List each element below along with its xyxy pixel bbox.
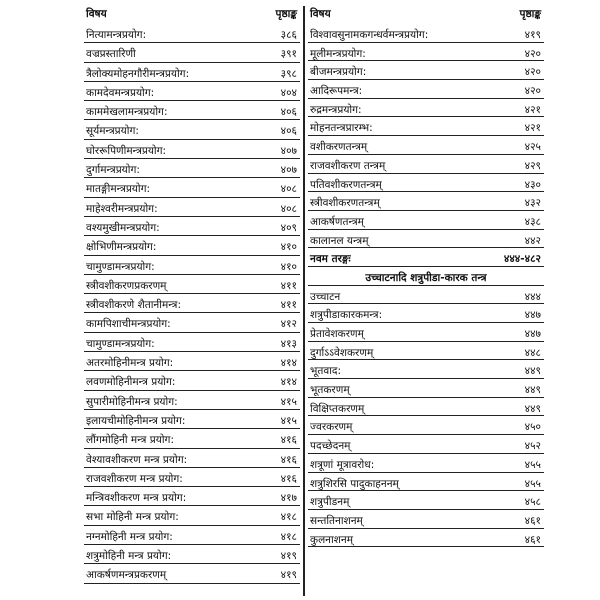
entry-underline <box>84 486 300 487</box>
entry-underline <box>308 266 544 267</box>
toc-entry <box>308 362 544 381</box>
entry-page: ४१५ <box>280 414 297 427</box>
toc-entry <box>84 180 300 199</box>
toc-entry <box>308 325 544 344</box>
entry-page: ४४९ <box>524 365 541 378</box>
entry-underline <box>308 98 544 99</box>
toc-entry <box>308 63 544 82</box>
entry-title: स्त्रीवशीकरणप्रकरणम् <box>86 279 167 292</box>
entry-title: मूलीमन्त्रप्रयोग: <box>310 47 366 60</box>
entry-underline <box>84 370 300 371</box>
entry-page: ४१६ <box>280 472 297 485</box>
entry-title: पदच्छेदनम् <box>310 440 351 453</box>
entry-title: विश्वावसुनामकगन्धर्वमन्त्रप्रयोग: <box>310 29 429 41</box>
entry-page: ४४७ <box>524 328 541 340</box>
entry-page: ४१५ <box>280 395 297 408</box>
toc-entry <box>84 161 300 180</box>
entry-page: ४२१ <box>524 122 541 135</box>
entry-page: ४४२ <box>524 234 541 247</box>
entry-page: ४४९ <box>524 384 541 397</box>
entry-underline <box>308 453 544 454</box>
entry-title: सूर्यमन्त्रप्रयोग: <box>86 125 139 138</box>
toc-entry <box>84 200 300 219</box>
entry-underline <box>308 247 544 248</box>
toc-entry <box>84 122 300 141</box>
toc-entry <box>84 451 300 470</box>
entry-underline <box>84 62 300 63</box>
toc-entry <box>308 512 544 531</box>
entry-title: काममेखलामन्त्रप्रयोग: <box>86 106 168 119</box>
entry-title: मन्त्रिवशीकरण मन्त्र प्रयोग: <box>86 492 187 505</box>
entry-title: सभा मोहिनी मन्त्र प्रयोग: <box>86 511 179 524</box>
entry-title: बीजमन्त्रप्रयोग: <box>310 66 367 79</box>
entry-page: ४१० <box>280 241 297 254</box>
entry-page: ४५५ <box>524 458 541 471</box>
entry-title: शत्रुशिरसि पादुकाहननम् <box>310 477 399 490</box>
entry-page: ४३२ <box>524 197 541 210</box>
entry-title: इलायचीमोहिनीमन्त्र प्रयोग: <box>86 414 186 427</box>
right-column <box>308 6 544 549</box>
toc-entry <box>308 194 544 213</box>
toc-entry <box>84 238 300 257</box>
subject-header: विषय <box>310 8 331 20</box>
entry-page: ४१९ <box>280 569 297 582</box>
entry-underline <box>84 100 300 101</box>
entry-page: ४०८ <box>280 183 297 196</box>
entry-page: ४१० <box>280 260 297 273</box>
entry-page: ४०७ <box>280 144 297 157</box>
toc-entry <box>308 269 544 288</box>
entry-underline <box>308 229 544 230</box>
entry-page: ४१८ <box>280 530 297 543</box>
entry-title: शत्रूणां मूत्रावरोध: <box>310 458 375 471</box>
entry-underline <box>84 119 300 120</box>
page-header: पृष्ठाङ्क <box>275 8 297 20</box>
toc-entry <box>84 296 300 315</box>
entry-title: रुद्रमन्त्रप्रयोग: <box>310 103 362 116</box>
entry-title: नवम तरङ्गः <box>310 253 351 266</box>
entry-title: वज्रप्रस्तारिणी <box>86 48 136 61</box>
entry-underline <box>84 81 300 82</box>
toc-entry <box>308 250 544 269</box>
toc-entry <box>84 277 300 296</box>
entry-title: घोररूपिणीमन्त्रप्रयोग: <box>86 144 167 157</box>
entry-page: ४१३ <box>280 337 297 350</box>
entry-title: स्त्रीवशीकरणे शैतानीमन्त्र: <box>86 299 182 312</box>
toc-entry <box>308 232 544 251</box>
entry-title: भूतवाद: <box>310 365 342 378</box>
entry-page: ४४४ <box>524 290 541 303</box>
entry-title: कालानल यन्त्रम् <box>310 234 369 247</box>
toc-entry <box>308 101 544 120</box>
entry-page: ४२५ <box>524 141 541 154</box>
column-header <box>308 6 544 26</box>
entry-page: ३८६ <box>280 29 297 41</box>
entry-title: कामदेवमन्त्रप्रयोग: <box>86 86 155 99</box>
toc-entry <box>308 493 544 512</box>
entry-title: शत्रुपीडनम् <box>310 496 350 509</box>
entry-underline <box>84 467 300 468</box>
entry-underline <box>84 158 300 159</box>
toc-entry <box>84 26 300 45</box>
page-header: पृष्ठाङ्क <box>519 8 541 20</box>
entry-underline <box>84 332 300 333</box>
entry-title: मोहनतन्त्रप्रारम्भ: <box>310 122 373 135</box>
entry-page: ४०४ <box>280 86 297 99</box>
toc-entry <box>84 219 300 238</box>
entry-title: आकर्षणतन्त्रम् <box>310 215 364 228</box>
entry-page: ४२१ <box>524 103 541 116</box>
entry-title: चामुण्डामन्त्रप्रयोग: <box>86 337 155 350</box>
entry-page: ४२० <box>524 66 541 79</box>
toc-entry <box>308 119 544 138</box>
entry-title: आदिरूपमन्त्र: <box>310 85 363 98</box>
column-divider <box>303 6 305 596</box>
entry-page: ३९१ <box>280 48 297 61</box>
toc-entry <box>84 45 300 64</box>
entry-page: ४२० <box>524 85 541 98</box>
entry-title: नग्नमोहिनी मन्त्र प्रयोग: <box>86 530 173 543</box>
entry-page: ४०९ <box>280 221 297 234</box>
entry-title: आकर्षणमन्त्रप्रकरणम् <box>86 569 167 582</box>
entry-underline <box>308 341 544 342</box>
entry-title: वेश्यावशीकरण मन्त्र प्रयोग: <box>86 453 188 466</box>
entry-title: स्त्रीवशीकरणतन्त्रम् <box>310 197 380 210</box>
toc-entry <box>84 566 300 585</box>
entry-title: चामुण्डामन्त्रप्रयोग: <box>86 260 155 273</box>
toc-entry <box>308 82 544 101</box>
entry-title: लवणमोहिनीमन्त्र प्रयोग: <box>86 376 176 389</box>
toc-entry <box>308 437 544 456</box>
entry-title: प्रेतावेशकरणम् <box>310 328 364 340</box>
toc-entry <box>84 373 300 392</box>
entry-title: वशीकरणतन्त्रम् <box>310 141 368 154</box>
entry-page: ४३८ <box>524 215 541 228</box>
entry-underline <box>308 116 544 117</box>
entry-page: ४५५ <box>524 477 541 490</box>
entry-page: ४४९ <box>524 402 541 415</box>
entry-page: ४५२ <box>524 440 541 453</box>
entry-title: भूतकरणम् <box>310 384 350 397</box>
left-column <box>84 6 300 586</box>
entry-title: उच्चाटनादि शत्रुपीडा-कारक तन्त्र <box>365 271 487 284</box>
entry-page: ४१७ <box>280 492 297 505</box>
entry-underline <box>84 216 300 217</box>
entry-underline <box>308 359 544 360</box>
toc-entry <box>84 528 300 547</box>
entry-underline <box>308 528 544 529</box>
entry-underline <box>84 505 300 506</box>
entry-underline <box>84 448 300 449</box>
toc-entry <box>308 456 544 475</box>
entry-underline <box>308 210 544 211</box>
entry-underline <box>308 303 544 304</box>
entry-page: ४१४ <box>280 376 297 389</box>
entry-underline <box>308 191 544 192</box>
toc-entry <box>308 531 544 550</box>
entry-page: ४१४ <box>280 357 297 370</box>
toc-entry <box>84 354 300 373</box>
toc-entry <box>308 176 544 195</box>
toc-entry <box>84 258 300 277</box>
entry-underline <box>84 312 300 313</box>
entry-page: ४५८ <box>524 496 541 509</box>
entry-underline <box>308 546 544 547</box>
entry-title: पतिवशीकरणतन्त्रम् <box>310 178 382 191</box>
entry-underline <box>84 293 300 294</box>
entry-underline <box>84 390 300 391</box>
entry-underline <box>308 285 544 286</box>
toc-entry <box>84 335 300 354</box>
entry-page: ४२९ <box>524 159 541 172</box>
toc-entry <box>84 103 300 122</box>
toc-entry <box>84 508 300 527</box>
entry-underline <box>308 154 544 155</box>
entry-underline <box>308 378 544 379</box>
entry-underline <box>84 177 300 178</box>
entry-underline <box>84 274 300 275</box>
entry-underline <box>84 544 300 545</box>
toc-entry <box>84 489 300 508</box>
entry-title: लौंगमोहिनी मन्त्र प्रयोग: <box>86 434 174 447</box>
entry-page: ४१६ <box>280 453 297 466</box>
toc-entry <box>308 306 544 325</box>
toc-entry <box>308 138 544 157</box>
entry-underline <box>308 322 544 323</box>
entry-title: शत्रुमोहिनी मन्त्र प्रयोग: <box>86 550 172 563</box>
entry-underline <box>84 42 300 43</box>
entry-title: क्षोभिणीमन्त्रप्रयोग: <box>86 241 157 254</box>
entry-title: विक्षिप्तकरणम् <box>310 402 365 415</box>
toc-entry <box>308 45 544 64</box>
entry-page: ४४४-४८२ <box>503 253 541 266</box>
entry-underline <box>84 351 300 352</box>
entry-title: माहेश्वरीमन्त्रप्रयोग: <box>86 202 158 215</box>
entry-underline <box>308 472 544 473</box>
entry-title: शत्रुपीडाकारकमन्त्र: <box>310 309 383 322</box>
toc-entry <box>308 157 544 176</box>
entry-title: अतरमोहिनीमन्त्र प्रयोग: <box>86 357 174 370</box>
entry-page: ४४८ <box>524 346 541 359</box>
entry-underline <box>308 397 544 398</box>
entry-title: उच्चाटन <box>310 290 341 303</box>
toc-entry <box>84 470 300 489</box>
entry-underline <box>84 563 300 564</box>
toc-entry <box>84 84 300 103</box>
toc-entry <box>84 393 300 412</box>
toc-entry <box>308 288 544 307</box>
entry-underline <box>84 409 300 410</box>
entry-page: ४०८ <box>280 202 297 215</box>
table-of-contents <box>84 6 544 598</box>
entry-page: ४०६ <box>280 106 297 119</box>
entry-underline <box>308 42 544 43</box>
entry-page: ४०६ <box>280 125 297 138</box>
entry-underline <box>84 197 300 198</box>
entry-title: कुलनाशनम् <box>310 533 353 546</box>
toc-entry <box>84 431 300 450</box>
toc-entry <box>308 213 544 232</box>
entry-page: ४६१ <box>524 533 541 546</box>
entry-page: ४३० <box>524 178 541 191</box>
toc-entry <box>308 400 544 419</box>
entry-title: वश्यमुखीमन्त्रप्रयोग: <box>86 221 160 234</box>
entry-underline <box>84 428 300 429</box>
entry-underline <box>84 583 300 584</box>
toc-entry <box>84 142 300 161</box>
entry-page: ४०७ <box>280 164 297 177</box>
entry-underline <box>308 135 544 136</box>
entry-underline <box>308 415 544 416</box>
entry-title: राजवशीकरण मन्त्र प्रयोग: <box>86 472 183 485</box>
entry-page: ४६१ <box>524 514 541 527</box>
toc-entry <box>84 315 300 334</box>
entry-underline <box>84 139 300 140</box>
entry-underline <box>84 235 300 236</box>
column-header <box>84 6 300 26</box>
toc-entry <box>308 475 544 494</box>
entry-title: ज्वरकरणम् <box>310 421 353 434</box>
toc-entry <box>308 344 544 363</box>
toc-entry <box>84 547 300 566</box>
entry-page: ४१९ <box>524 29 541 41</box>
entry-underline <box>308 79 544 80</box>
entry-title: मातङ्गीमन्त्रप्रयोग: <box>86 183 151 196</box>
entry-underline <box>308 434 544 435</box>
entry-page: ४५० <box>524 421 541 434</box>
entry-title: सुपारीमोहिनीमन्त्र प्रयोग: <box>86 395 178 408</box>
toc-entry <box>308 26 544 45</box>
entry-page: ४२० <box>524 47 541 60</box>
entry-title: दुर्गाऽऽवेशकरणम् <box>310 346 374 359</box>
subject-header: विषय <box>86 8 107 20</box>
toc-entry <box>84 412 300 431</box>
entry-page: ४४७ <box>524 309 541 322</box>
entry-underline <box>308 509 544 510</box>
entry-underline <box>84 255 300 256</box>
entry-page: ४१६ <box>280 434 297 447</box>
entry-title: सन्ततिनाशनम् <box>310 514 363 527</box>
entry-page: ४११ <box>280 299 297 312</box>
entry-page: ४१२ <box>280 318 297 331</box>
toc-entry <box>308 418 544 437</box>
entry-title: त्रैलोक्यमोहनगौरीमन्त्रप्रयोग: <box>86 67 190 80</box>
toc-entry <box>84 65 300 84</box>
entry-page: ४१९ <box>280 550 297 563</box>
entry-title: नित्यामन्त्रप्रयोग: <box>86 29 147 41</box>
entry-title: राजवशीकरण तन्त्रम् <box>310 159 386 172</box>
entry-underline <box>84 525 300 526</box>
entry-page: ३९८ <box>280 67 297 80</box>
toc-entry <box>308 381 544 400</box>
entry-page: ४११ <box>280 279 297 292</box>
entry-underline <box>308 60 544 61</box>
entry-underline <box>308 173 544 174</box>
entry-title: दुर्गामन्त्रप्रयोग: <box>86 164 140 177</box>
entry-page: ४१८ <box>280 511 297 524</box>
entry-title: कामपिशाचीमन्त्रप्रयोग: <box>86 318 171 331</box>
entry-underline <box>308 490 544 491</box>
